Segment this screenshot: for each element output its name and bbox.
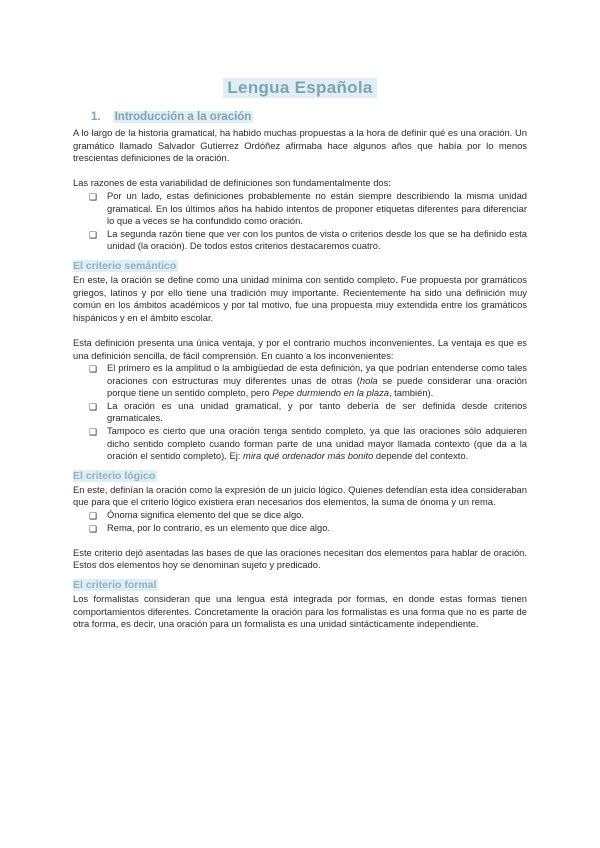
checkbox-bullet-icon: ❑ (89, 511, 98, 522)
section-heading-introduccion (91, 110, 527, 125)
list-item-text: depende del contexto. (373, 450, 469, 462)
subheading-criterio-logico (73, 470, 527, 483)
list-item-text: se puede considerar una oración porque tiene un sentido completo, pero (107, 374, 528, 399)
list-item-text: Por un lado, estas definiciones probablemente no están siempre describiendo la misma unidad gramatical. En los últimos años ha habido intentos de proponer etiquetas diferentes para diferenciar lo que a veces se ha confundido como oración. (107, 189, 527, 227)
list-item-text: La segunda razón tiene que ver con los puntos de vista o criterios desde los que se ha definido esta unidad (la oración). De todos estos criterios destacaremos cuatro. (107, 227, 527, 252)
checkbox-bullet-icon: ❑ (89, 523, 98, 534)
list-item (89, 362, 527, 400)
subheading-criterio-formal (73, 579, 527, 592)
semantico-paragraph-2: Esta definición presenta una única ventaja, y por el contrario muchos inconvenientes. La ventaja es que es una definición sencilla, de fácil comprensión. En cuanto a los inconvenientes: (73, 336, 527, 361)
list-item (89, 228, 527, 253)
checkbox-bullet-icon: ❑ (89, 191, 98, 202)
subheading-text: El criterio semántico (73, 259, 177, 272)
section-heading-text: Introducción a la oración (114, 111, 252, 123)
section-number: 1. (91, 111, 101, 123)
formal-paragraph-1: Los formalistas consideran que una lengua está integrada por formas, en donde estas formas tienen comportamientos diferentes. Concretamente la oración para los formalistas es una forma que no es parte de otra forma, es decir, una oración para un formalista es una unidad sintácticamente independiente. (73, 593, 527, 630)
subheading-criterio-semantico (73, 260, 527, 273)
logico-bullet-list (73, 509, 527, 534)
list-item-text: Tampoco es cierto que una oración tenga sentido completo, ya que las oraciones sólo adquieren dicho sentido completo cuando forman parte de una unidad mayor llamada contexto (que da a la oración el sentido completo). Ej: (107, 425, 527, 462)
semantico-bullet-list (73, 362, 527, 463)
logico-paragraph-1: En este, definían la oración como la expresión de un juicio lógico. Quienes defendían esta idea consideraban que para que el criterio lógico existiera eran necesarios dos elementos, la suma de ónoma y un rema. (73, 483, 527, 508)
intro-paragraph-2: Las razones de esta variabilidad de definiciones son fundamentalmente dos: (73, 177, 391, 189)
example-italic: hola (359, 374, 378, 386)
checkbox-bullet-icon: ❑ (89, 427, 98, 438)
list-item (89, 522, 527, 535)
semantico-paragraph-1: En este, la oración se define como una unidad mínima con sentido completo. Fue propuesta por gramáticos griegos, latinos y por ello tiene una tradición muy importante. Recientemente ha sido una definición muy común en los ámbitos académicos y por tal motivo, fue una propuesta muy extendida entre los gramáticos hispánicos y en el ámbito escolar. (73, 273, 527, 323)
intro-bullet-list (73, 190, 527, 253)
list-item (89, 400, 527, 425)
intro-paragraph-1: A lo largo de la historia gramatical, ha habido muchas propuestas a la hora de definir qué es una oración. Un gramático llamado Salvador Gutierrez Ordóñez afirmaba hace algunos años que había por lo menos trescientas definiciones de la oración. (73, 127, 527, 164)
logico-paragraph-2: Este criterio dejó asentadas las bases de que las oraciones necesitan dos elementos para hablar de oración. Estos dos elementos hoy se denominan sujeto y predicado. (73, 546, 527, 571)
list-item-text: Ónoma significa elemento del que se dice algo. (107, 509, 304, 521)
list-item-text: Rema, por lo contrario, es un elemento que dice algo. (107, 521, 331, 533)
list-item-text: , también). (388, 387, 434, 399)
subheading-text: El criterio lógico (73, 469, 156, 482)
list-item (89, 190, 527, 228)
checkbox-bullet-icon: ❑ (89, 229, 98, 240)
document-title-text: Lengua Española (223, 78, 376, 98)
example-italic: mira qué ordenador más bonito (243, 450, 374, 462)
list-item (89, 509, 527, 522)
document-title (73, 72, 527, 98)
example-italic: Pepe durmiendo en la plaza (272, 387, 389, 399)
checkbox-bullet-icon: ❑ (89, 401, 98, 412)
list-item-text: La oración es una unidad gramatical, y por tanto debería de ser definida desde criterios gramaticales. (107, 399, 527, 424)
checkbox-bullet-icon: ❑ (89, 364, 98, 375)
list-item-text: El primero es la amplitud o la ambigüedad de esta definición, ya que podrían entenderse como tales oraciones con estructuras muy diferentes unas de otras ( (107, 362, 527, 386)
list-item (89, 425, 527, 463)
subheading-text: El criterio formal (73, 579, 157, 591)
